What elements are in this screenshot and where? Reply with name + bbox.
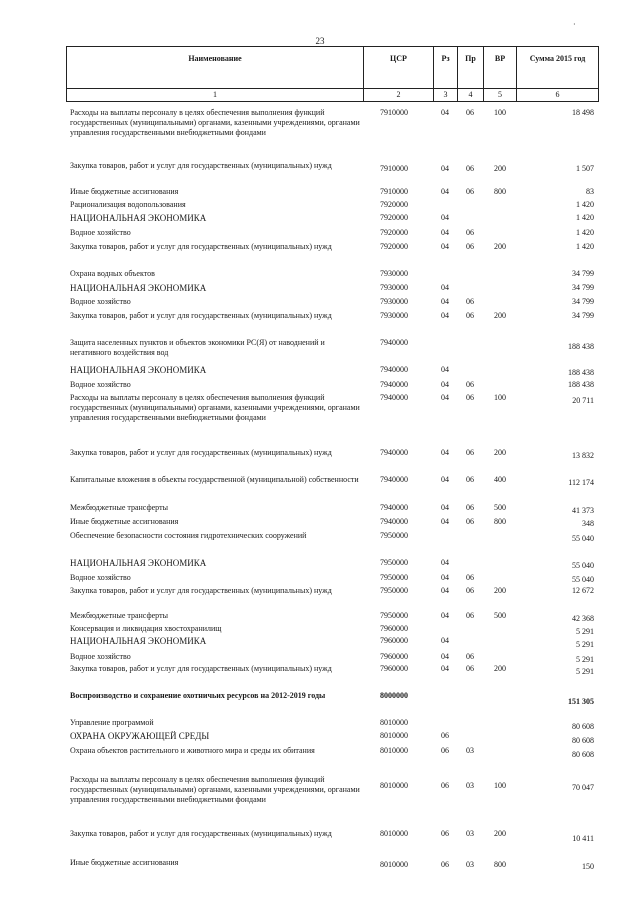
row-name: Иные бюджетные ассигнования [70,187,179,196]
row-name: Расходы на выплаты персоналу в целях обеспечения выполнения функций государственных (муниципальными) органами, казенными учреждениями, органами управления государственными внебюджетными фондами [70,393,360,422]
row-rz: 04 [441,573,449,582]
row-rz: 04 [441,283,449,292]
row-name: Консервация и ликвидация хвостохранилищ [70,624,222,633]
row-vr: 500 [494,611,506,620]
row-name: Водное хозяйство [70,228,131,237]
row-sum: 70 047 [572,783,594,792]
row-rz: 06 [441,829,449,838]
row-vr: 500 [494,503,506,512]
row-name: Закупка товаров, работ и услуг для государственных (муниципальных) нужд [70,448,332,457]
row-rz: 04 [441,365,449,374]
row-csr: 7930000 [380,311,408,320]
row-csr: 7960000 [380,652,408,661]
row-sum: 348 [582,519,594,528]
row-csr: 7930000 [380,283,408,292]
row-csr: 7930000 [380,269,408,278]
row-pr: 06 [466,448,474,457]
row-csr: 7960000 [380,624,408,633]
row-vr: 200 [494,242,506,251]
row-vr: 200 [494,448,506,457]
row-sum: 80 608 [572,736,594,745]
row-sum: 80 608 [572,722,594,731]
row-csr: 8000000 [380,691,408,700]
row-pr: 03 [466,860,474,869]
row-vr: 800 [494,517,506,526]
row-csr: 7940000 [380,380,408,389]
row-csr: 7930000 [380,297,408,306]
row-rz: 06 [441,731,449,740]
row-csr: 8010000 [380,781,408,790]
row-vr: 200 [494,829,506,838]
row-name: НАЦИОНАЛЬНАЯ ЭКОНОМИКА [70,213,207,223]
row-csr: 7940000 [380,338,408,347]
row-vr: 800 [494,187,506,196]
row-rz: 04 [441,393,449,402]
row-vr: 200 [494,664,506,673]
page-number: 23 [315,36,325,46]
header-index: 5 [484,89,517,102]
row-sum: 188 438 [568,368,594,377]
row-csr: 7920000 [380,200,408,209]
row-csr: 7910000 [380,187,408,196]
row-rz: 04 [441,228,449,237]
row-name: НАЦИОНАЛЬНАЯ ЭКОНОМИКА [70,558,207,568]
row-rz: 04 [441,380,449,389]
row-pr: 06 [466,297,474,306]
row-name: НАЦИОНАЛЬНАЯ ЭКОНОМИКА [70,365,207,375]
row-name: Водное хозяйство [70,573,131,582]
row-rz: 04 [441,108,449,117]
row-csr: 8010000 [380,829,408,838]
row-sum: 12 672 [572,586,594,595]
row-pr: 06 [466,393,474,402]
row-name: Расходы на выплаты персоналу в целях обеспечения выполнения функций государственных (муниципальными) органами, казенными учреждениями, органами управления государственными внебюджетными фондами [70,775,360,804]
header-pr: Пр [458,47,484,89]
row-csr: 7950000 [380,531,408,540]
row-csr: 7950000 [380,573,408,582]
row-pr: 06 [466,228,474,237]
row-pr: 06 [466,187,474,196]
row-pr: 03 [466,746,474,755]
row-name: Обеспечение безопасности состояния гидротехнических сооружений [70,531,307,540]
row-csr: 8010000 [380,718,408,727]
row-name: Закупка товаров, работ и услуг для государственных (муниципальных) нужд [70,242,332,251]
row-sum: 20 711 [572,396,594,405]
row-rz: 04 [441,448,449,457]
corner-mark: · [573,20,576,29]
row-sum: 150 [582,862,594,871]
row-pr: 06 [466,664,474,673]
row-sum: 34 799 [572,283,594,292]
header-csr: ЦСР [364,47,434,89]
row-sum: 34 799 [572,297,594,306]
row-csr: 8010000 [380,746,408,755]
header-vr: ВР [484,47,517,89]
row-vr: 200 [494,311,506,320]
row-sum: 18 498 [572,108,594,117]
row-sum: 1 507 [576,164,594,173]
row-vr: 800 [494,860,506,869]
row-csr: 7940000 [380,448,408,457]
row-sum: 5 291 [576,627,594,636]
row-name: Охрана водных объектов [70,269,155,278]
row-name: Закупка товаров, работ и услуг для государственных (муниципальных) нужд [70,829,332,838]
row-name: Водное хозяйство [70,297,131,306]
row-name: Межбюджетные трансферты [70,503,168,512]
row-rz: 04 [441,517,449,526]
row-name: Закупка товаров, работ и услуг для государственных (муниципальных) нужд [70,311,332,320]
table-header [66,46,599,102]
header-index: 2 [364,89,434,102]
row-name: НАЦИОНАЛЬНАЯ ЭКОНОМИКА [70,283,207,293]
row-sum: 55 040 [572,561,594,570]
header-index: 3 [434,89,458,102]
row-csr: 7920000 [380,228,408,237]
row-sum: 42 368 [572,614,594,623]
row-rz: 06 [441,860,449,869]
row-sum: 188 438 [568,342,594,351]
row-rz: 04 [441,636,449,645]
row-name: Закупка товаров, работ и услуг для государственных (муниципальных) нужд [70,586,332,595]
row-csr: 7960000 [380,636,408,645]
row-rz: 04 [441,187,449,196]
row-sum: 34 799 [572,311,594,320]
row-pr: 06 [466,517,474,526]
row-sum: 1 420 [576,228,594,237]
row-rz: 04 [441,558,449,567]
row-name: Иные бюджетные ассигнования [70,858,179,867]
row-rz: 04 [441,164,449,173]
row-rz: 04 [441,503,449,512]
row-sum: 5 291 [576,640,594,649]
row-rz: 06 [441,781,449,790]
row-vr: 400 [494,475,506,484]
row-sum: 55 040 [572,575,594,584]
row-pr: 06 [466,242,474,251]
row-vr: 100 [494,108,506,117]
row-csr: 7920000 [380,242,408,251]
row-name: Иные бюджетные ассигнования [70,517,179,526]
row-csr: 7940000 [380,503,408,512]
row-pr: 06 [466,611,474,620]
row-name: Закупка товаров, работ и услуг для государственных (муниципальных) нужд [70,161,332,170]
row-pr: 06 [466,573,474,582]
header-index: 6 [517,89,599,102]
header-sum: Сумма 2015 год [517,47,599,89]
row-csr: 7910000 [380,164,408,173]
row-sum: 1 420 [576,213,594,222]
row-csr: 7940000 [380,475,408,484]
row-sum: 112 174 [568,478,594,487]
row-rz: 04 [441,213,449,222]
row-name: Защита населенных пунктов и объектов экономики РС(Я) от наводнений и негативного воздействия вод [70,338,325,357]
row-csr: 8010000 [380,860,408,869]
row-sum: 55 040 [572,534,594,543]
row-pr: 03 [466,829,474,838]
row-csr: 7950000 [380,586,408,595]
row-csr: 7950000 [380,558,408,567]
row-pr: 03 [466,781,474,790]
row-name: Расходы на выплаты персоналу в целях обеспечения выполнения функций государственных (муниципальными) органами, казенными учреждениями, органами управления государственными внебюджетными фондами [70,108,360,137]
row-rz: 04 [441,297,449,306]
row-rz: 04 [441,586,449,595]
header-index: 1 [67,89,364,102]
row-name: Водное хозяйство [70,380,131,389]
row-rz: 04 [441,652,449,661]
row-rz: 04 [441,311,449,320]
row-csr: 7920000 [380,213,408,222]
row-sum: 34 799 [572,269,594,278]
row-pr: 06 [466,380,474,389]
row-name: Охрана объектов растительного и животного мира и среды их обитания [70,746,315,755]
row-sum: 5 291 [576,667,594,676]
row-name: Капитальные вложения в объекты государственной (муниципальной) собственности [70,475,359,484]
row-name: Межбюджетные трансферты [70,611,168,620]
row-sum: 80 608 [572,750,594,759]
row-name: Закупка товаров, работ и услуг для государственных (муниципальных) нужд [70,664,332,673]
row-rz: 04 [441,664,449,673]
row-sum: 151 305 [568,697,594,706]
header-index: 4 [458,89,484,102]
row-csr: 7960000 [380,664,408,673]
row-sum: 13 832 [572,451,594,460]
row-csr: 7940000 [380,517,408,526]
row-rz: 04 [441,242,449,251]
row-name: НАЦИОНАЛЬНАЯ ЭКОНОМИКА [70,636,207,646]
row-sum: 83 [586,187,594,196]
row-vr: 200 [494,586,506,595]
row-vr: 100 [494,393,506,402]
row-name: Водное хозяйство [70,652,131,661]
row-name: Рационализация водопользования [70,200,186,209]
row-pr: 06 [466,311,474,320]
row-rz: 06 [441,746,449,755]
row-vr: 100 [494,781,506,790]
row-csr: 7910000 [380,108,408,117]
row-sum: 5 291 [576,655,594,664]
row-vr: 200 [494,164,506,173]
row-pr: 06 [466,475,474,484]
row-pr: 06 [466,108,474,117]
row-sum: 41 373 [572,506,594,515]
row-pr: 06 [466,586,474,595]
row-pr: 06 [466,164,474,173]
row-name: Воспроизводство и сохранение охотничьих ресурсов на 2012-2019 годы [70,691,326,700]
row-rz: 04 [441,475,449,484]
row-pr: 06 [466,652,474,661]
row-sum: 10 411 [572,834,594,843]
row-csr: 7940000 [380,393,408,402]
row-csr: 7950000 [380,611,408,620]
row-name: Управление программой [70,718,154,727]
row-sum: 1 420 [576,242,594,251]
row-pr: 06 [466,503,474,512]
row-csr: 7940000 [380,365,408,374]
row-csr: 8010000 [380,731,408,740]
row-rz: 04 [441,611,449,620]
row-sum: 188 438 [568,380,594,389]
header-name: Наименование [67,47,364,89]
header-rz: Рз [434,47,458,89]
row-name: ОХРАНА ОКРУЖАЮЩЕЙ СРЕДЫ [70,731,210,741]
row-sum: 1 420 [576,200,594,209]
